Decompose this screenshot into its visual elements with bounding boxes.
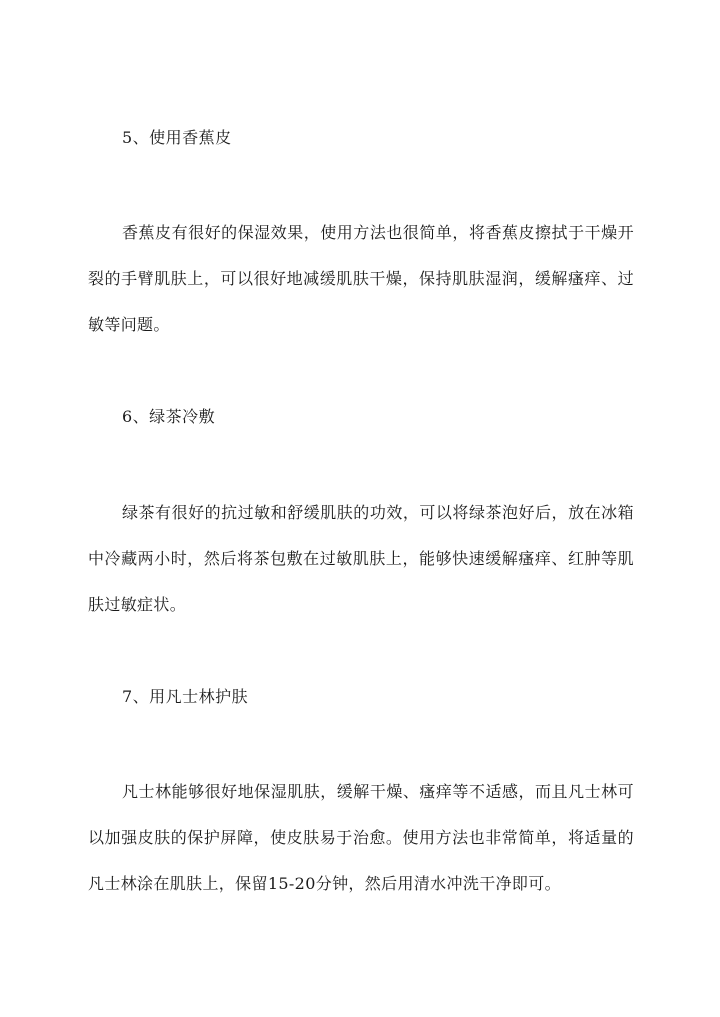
section-body-7: 凡士林能够很好地保湿肌肤，缓解干燥、瘙痒等不适感，而且凡士林可以加强皮肤的保护屏障，使皮肤易于治愈。使用方法也非常简单，将适量的凡士林涂在肌肤上，保留15-20分钟，然后用清水冲洗干净即可。: [88, 782, 634, 893]
section-heading-5: 5、使用香蕉皮: [122, 128, 232, 147]
section-body-6: 绿茶有很好的抗过敏和舒缓肌肤的功效，可以将绿茶泡好后，放在冰箱中冷藏两小时，然后将茶包敷在过敏肌肤上，能够快速缓解瘙痒、红肿等肌肤过敏症状。: [88, 503, 634, 614]
section-heading-6: 6、绿茶冷敷: [122, 407, 216, 426]
section-heading-7: 7、用凡士林护肤: [122, 687, 249, 706]
section-body-5: 香蕉皮有很好的保湿效果，使用方法也很简单，将香蕉皮擦拭于干燥开裂的手臂肌肤上，可以很好地减缓肌肤干燥，保持肌肤湿润，缓解瘙痒、过敏等问题。: [88, 223, 634, 334]
